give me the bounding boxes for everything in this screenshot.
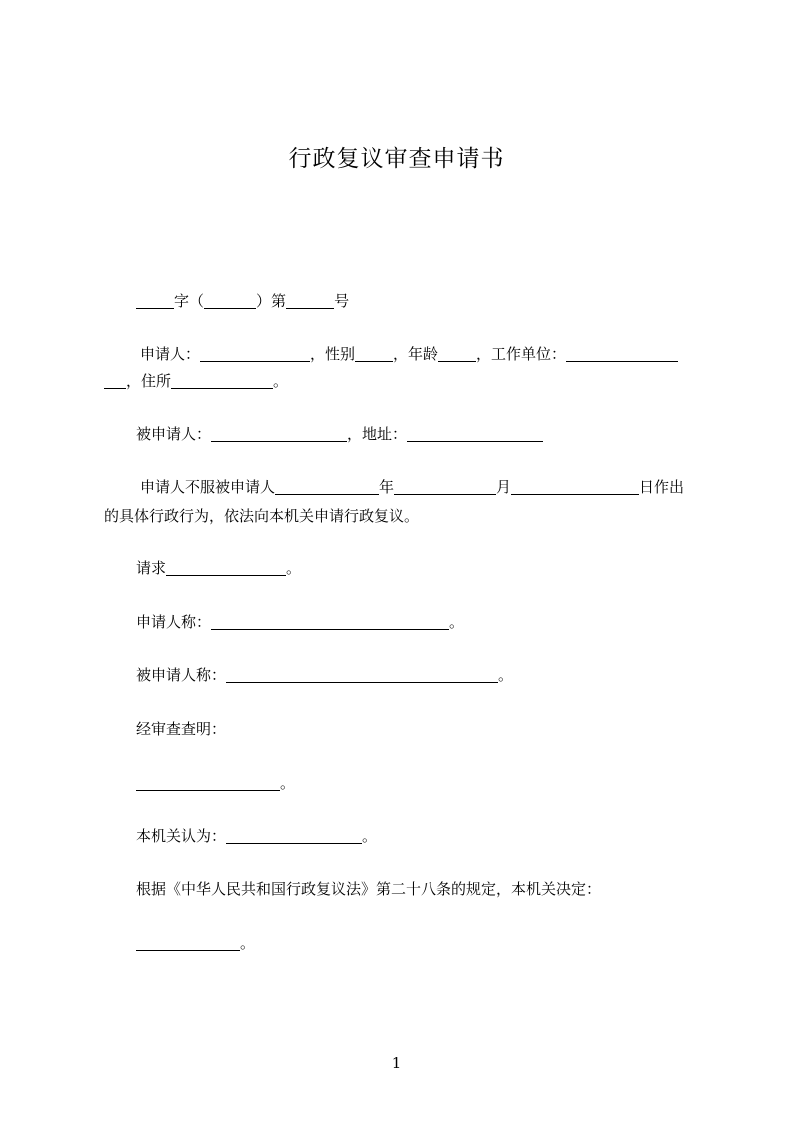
period: 。 <box>449 613 465 631</box>
request-line <box>136 553 736 583</box>
applicant-claim-label: 申请人称： <box>136 613 212 631</box>
findings-label: 经审查查明： <box>136 720 227 738</box>
decision-field[interactable] <box>136 933 240 951</box>
ref-di: 第 <box>271 292 287 310</box>
applicant-line-2 <box>104 366 704 396</box>
address-label: ，住所 <box>126 372 172 390</box>
workplace-label: ，工作单位： <box>476 345 567 363</box>
month-label: 月 <box>496 478 512 496</box>
dispute-line2-text: 的具体行政行为，依法向本机关申请行政复议。 <box>104 507 420 525</box>
workplace-field-cont[interactable] <box>104 371 126 389</box>
applicant-claim-field[interactable] <box>211 612 449 630</box>
respondent-label: 被申请人： <box>136 425 212 443</box>
opinion-field[interactable] <box>226 826 362 844</box>
decision-text: 根据《中华人民共和国行政复议法》第二十八条的规定，本机关决定： <box>136 880 602 898</box>
dispute-prefix: 申请人不服被申请人 <box>140 478 276 496</box>
page-number: 1 <box>391 1054 402 1072</box>
findings-blank-line <box>136 768 736 798</box>
address-field[interactable] <box>171 371 273 389</box>
applicant-claim-line <box>136 607 736 637</box>
applicant-line-1 <box>140 339 740 369</box>
respondent-line <box>136 419 736 449</box>
age-label: ，年龄 <box>393 345 439 363</box>
respondent-claim-line <box>136 660 736 690</box>
blank-field[interactable] <box>204 291 256 309</box>
dispute-month-field[interactable] <box>394 477 496 495</box>
respondent-claim-field[interactable] <box>226 665 498 683</box>
request-label: 请求 <box>136 559 167 577</box>
dispute-day-field[interactable] <box>511 477 639 495</box>
respondent-claim-label: 被申请人称： <box>136 666 227 684</box>
ref-lparen: （ <box>189 292 205 310</box>
blank-field[interactable] <box>136 291 174 309</box>
workplace-field[interactable] <box>566 344 678 362</box>
page-title: 行政复议审查申请书 <box>288 146 505 172</box>
applicant-label: 申请人： <box>140 345 201 363</box>
respondent-address-field[interactable] <box>407 424 543 442</box>
findings-field[interactable] <box>136 773 280 791</box>
decision-blank-line <box>136 928 736 958</box>
age-field[interactable] <box>438 344 476 362</box>
opinion-line <box>136 821 736 851</box>
dispute-year-field[interactable] <box>275 477 379 495</box>
gender-field[interactable] <box>355 344 393 362</box>
dispute-line-1 <box>140 472 740 502</box>
ref-rparen: ） <box>256 292 272 310</box>
gender-label: ，性别 <box>310 345 356 363</box>
year-label: 年 <box>379 478 395 496</box>
respondent-address-label: ，地址： <box>347 425 408 443</box>
opinion-label: 本机关认为： <box>136 827 227 845</box>
period: 。 <box>273 372 289 390</box>
period: 。 <box>286 559 302 577</box>
day-label: 日作出 <box>639 478 685 496</box>
period: 。 <box>280 774 296 792</box>
dispute-line-2 <box>104 501 704 531</box>
period: 。 <box>498 666 514 684</box>
applicant-name-field[interactable] <box>200 344 310 362</box>
decision-line <box>136 874 736 904</box>
findings-line <box>136 714 736 744</box>
blank-field[interactable] <box>286 291 334 309</box>
period: 。 <box>240 934 256 952</box>
ref-zi: 字 <box>174 292 190 310</box>
respondent-name-field[interactable] <box>211 424 347 442</box>
period: 。 <box>362 827 378 845</box>
ref-hao: 号 <box>334 292 350 310</box>
reference-number-line <box>136 286 736 316</box>
request-field[interactable] <box>166 558 286 576</box>
